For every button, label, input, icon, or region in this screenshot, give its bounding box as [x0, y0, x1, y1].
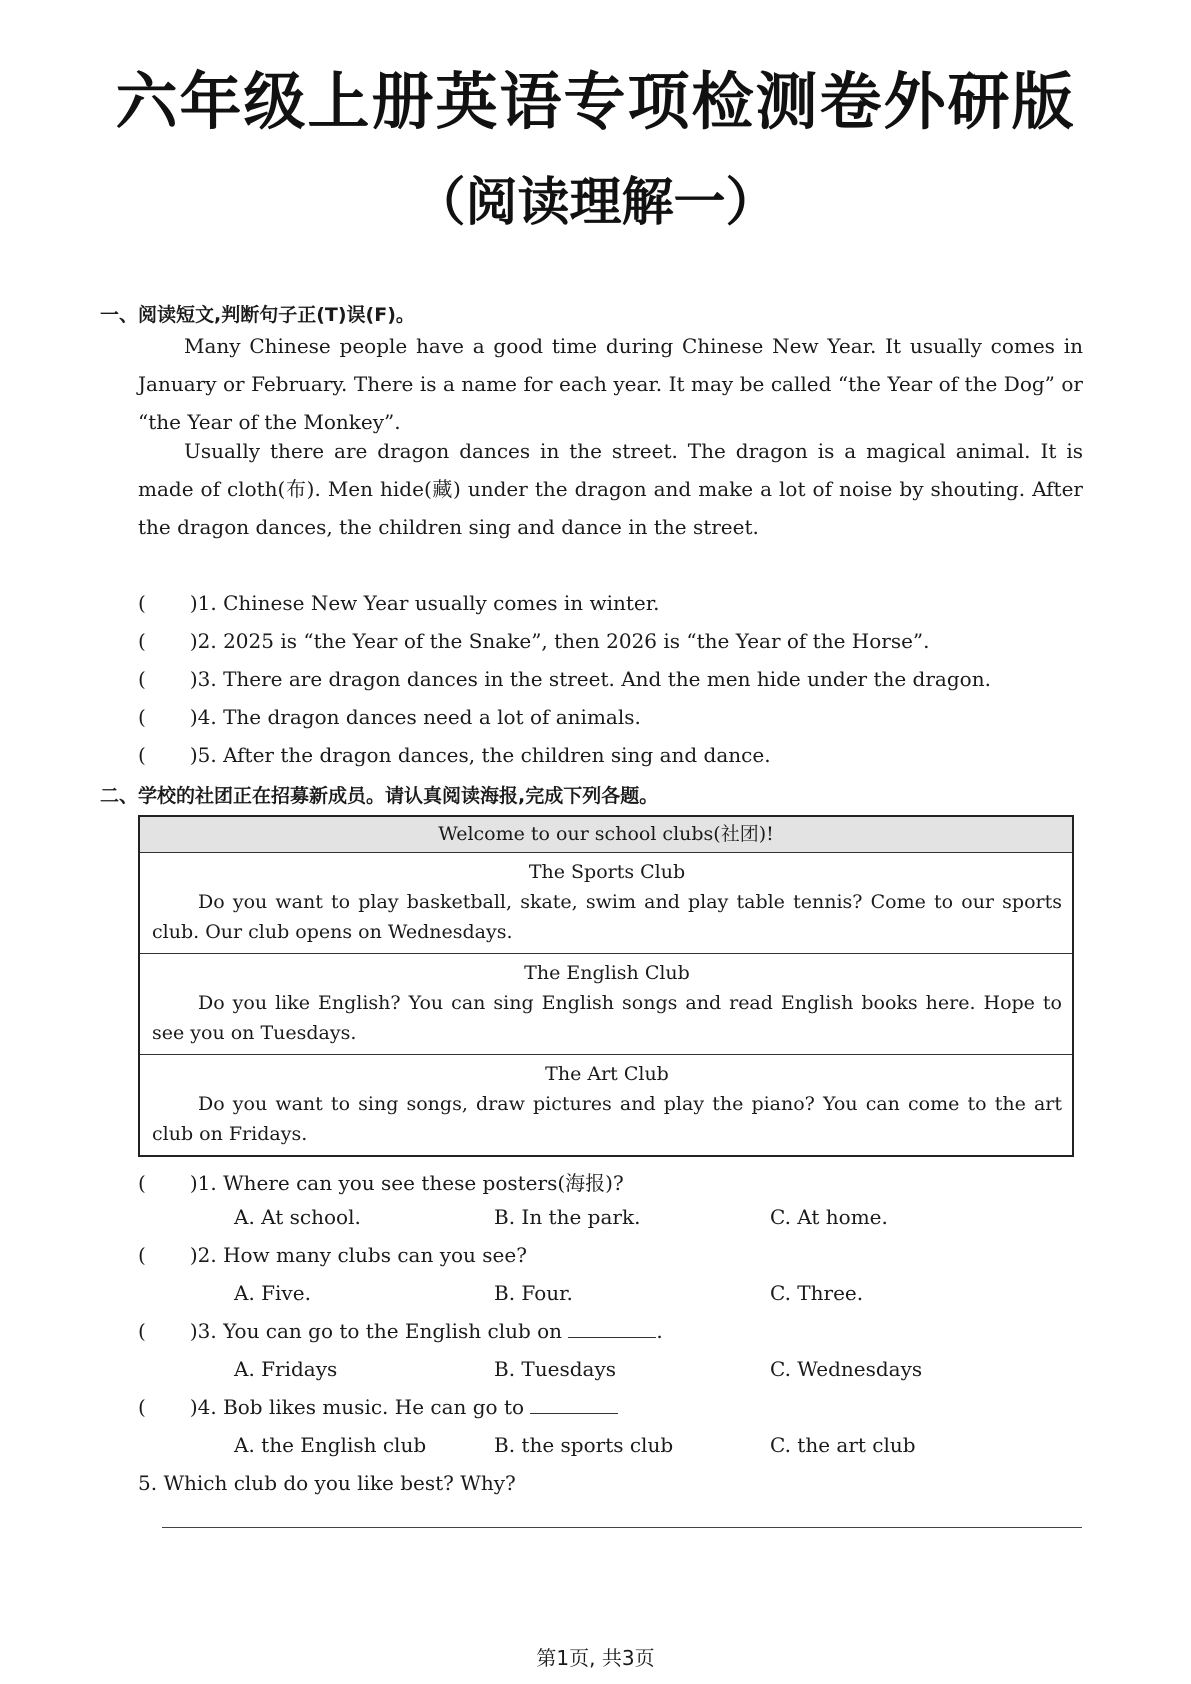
- answer-paren[interactable]: ( ): [138, 1395, 198, 1419]
- poster-header: Welcome to our school clubs(社团)!: [140, 817, 1072, 853]
- q1-option-b: B. In the park.: [494, 1205, 641, 1229]
- answer-paren[interactable]: ( ): [138, 667, 198, 691]
- page-footer: 第1页, 共3页: [536, 1646, 655, 1670]
- club-name: The Art Club: [545, 1063, 669, 1085]
- q1-option-c: C. At home.: [770, 1205, 888, 1229]
- answer-paren[interactable]: ( ): [138, 1319, 198, 1343]
- answer-paren[interactable]: ( ): [138, 591, 198, 615]
- club-name: The English Club: [524, 962, 690, 984]
- page-title: 六年级上册英语专项检测卷外研版: [115, 65, 1076, 138]
- q2-option-b: B. Four.: [494, 1281, 573, 1305]
- answer-line[interactable]: [162, 1527, 1082, 1528]
- mc-question-1: ( )1. Where can you see these posters(海报)?: [138, 1171, 624, 1195]
- q3-option-a: A. Fridays: [234, 1357, 338, 1381]
- english-club-box: [140, 954, 1072, 1055]
- q3-option-b: B. Tuesdays: [494, 1357, 617, 1381]
- club-desc: Do you want to sing songs, draw pictures and play the piano? You can come to the art club on Fridays.: [152, 1093, 1062, 1145]
- art-club-box: [140, 1055, 1072, 1155]
- answer-paren[interactable]: ( ): [138, 743, 198, 767]
- tf-question-3: ( )3. There are dragon dances in the street. And the men hide under the dragon.: [138, 667, 991, 691]
- answer-paren[interactable]: ( ): [138, 1243, 198, 1267]
- q3-option-c: C. Wednesdays: [770, 1357, 923, 1381]
- fill-blank[interactable]: [568, 1319, 656, 1338]
- club-desc: Do you like English? You can sing English songs and read English books here. Hope to see you on Tuesdays.: [152, 992, 1062, 1044]
- q4-option-a: A. the English club: [234, 1433, 427, 1457]
- tf-question-5: ( )5. After the dragon dances, the children sing and dance.: [138, 743, 771, 767]
- club-poster: [138, 815, 1074, 1157]
- tf-question-1: ( )1. Chinese New Year usually comes in winter.: [138, 591, 660, 615]
- q4-option-b: B. the sports club: [494, 1433, 674, 1457]
- open-question-5: 5. Which club do you like best? Why?: [138, 1471, 516, 1495]
- section2-heading: 二、学校的社团正在招募新成员。请认真阅读海报,完成下列各题。: [100, 785, 659, 807]
- tf-question-4: ( )4. The dragon dances need a lot of animals.: [138, 705, 641, 729]
- section1-heading: 一、阅读短文,判断句子正(T)误(F)。: [100, 304, 415, 326]
- passage-paragraph-2: Usually there are dragon dances in the street. The dragon is a magical animal. It is made of cloth(布). Men hide(藏) under the dragon and make a lot of noise by shouting. After the dragon dances, the children sing and dance in the street.: [138, 439, 1083, 539]
- q2-option-c: C. Three.: [770, 1281, 864, 1305]
- club-name: The Sports Club: [528, 861, 686, 883]
- mc-question-2: ( )2. How many clubs can you see?: [138, 1243, 527, 1267]
- answer-paren[interactable]: ( ): [138, 1171, 198, 1195]
- mc-question-3: ( )3. You can go to the English club on .: [138, 1319, 663, 1343]
- passage-paragraph-1: Many Chinese people have a good time during Chinese New Year. It usually comes in January or February. There is a name for each year. It may be called “the Year of the Dog” or “the Year of the Monkey”.: [138, 334, 1083, 434]
- tf-question-2: ( )2. 2025 is “the Year of the Snake”, then 2026 is “the Year of the Horse”.: [138, 629, 930, 653]
- q2-option-a: A. Five.: [234, 1281, 311, 1305]
- q1-option-a: A. At school.: [234, 1205, 361, 1229]
- answer-paren[interactable]: ( ): [138, 705, 198, 729]
- answer-paren[interactable]: ( ): [138, 629, 198, 653]
- mc-question-4: ( )4. Bob likes music. He can go to: [138, 1395, 618, 1419]
- club-desc: Do you want to play basketball, skate, swim and play table tennis? Come to our sports club. Our club opens on Wednesdays.: [152, 891, 1062, 943]
- q4-option-c: C. the art club: [770, 1433, 916, 1457]
- sports-club-box: [140, 853, 1072, 954]
- page-subtitle: （阅读理解一）: [413, 173, 778, 233]
- fill-blank[interactable]: [530, 1395, 618, 1414]
